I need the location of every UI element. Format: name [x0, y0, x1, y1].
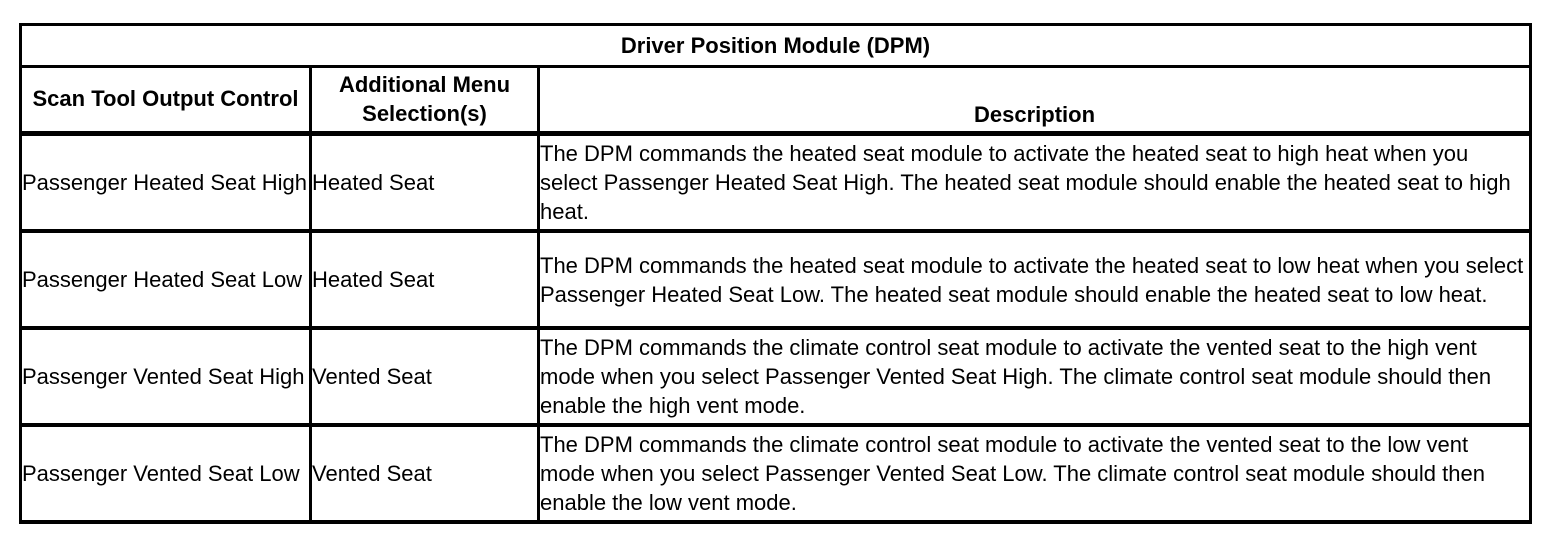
menu-selection-cell: Vented Seat [311, 425, 539, 522]
output-control-cell: Passenger Heated Seat Low [21, 231, 311, 328]
output-control-cell: Passenger Vented Seat High [21, 328, 311, 425]
column-header-row [21, 67, 1531, 134]
table-title: Driver Position Module (DPM) [21, 25, 1531, 67]
table-row [21, 425, 1531, 522]
description-cell: The DPM commands the heated seat module to activate the heated seat to high heat when you select Passenger Heated Seat High. The heated seat module should enable the heated seat to high heat. [539, 134, 1531, 232]
dpm-output-control-table [19, 23, 1532, 524]
output-control-cell: Passenger Vented Seat Low [21, 425, 311, 522]
column-header-menu-selection: Additional Menu Selection(s) [311, 67, 539, 134]
table-row [21, 231, 1531, 328]
column-header-description: Description [539, 67, 1531, 134]
menu-selection-cell: Heated Seat [311, 134, 539, 232]
menu-selection-cell: Vented Seat [311, 328, 539, 425]
description-cell: The DPM commands the climate control seat module to activate the vented seat to the low vent mode when you select Passenger Vented Seat Low. The climate control seat module should then enable the low vent mode. [539, 425, 1531, 522]
description-cell: The DPM commands the climate control seat module to activate the vented seat to the high vent mode when you select Passenger Vented Seat High. The climate control seat module should then enable the high vent mode. [539, 328, 1531, 425]
menu-selection-cell: Heated Seat [311, 231, 539, 328]
table-row [21, 134, 1531, 232]
column-header-output-control: Scan Tool Output Control [21, 67, 311, 134]
description-cell: The DPM commands the heated seat module to activate the heated seat to low heat when you select Passenger Heated Seat Low. The heated seat module should enable the heated seat to low heat. [539, 231, 1531, 328]
table-row [21, 328, 1531, 425]
output-control-cell: Passenger Heated Seat High [21, 134, 311, 232]
